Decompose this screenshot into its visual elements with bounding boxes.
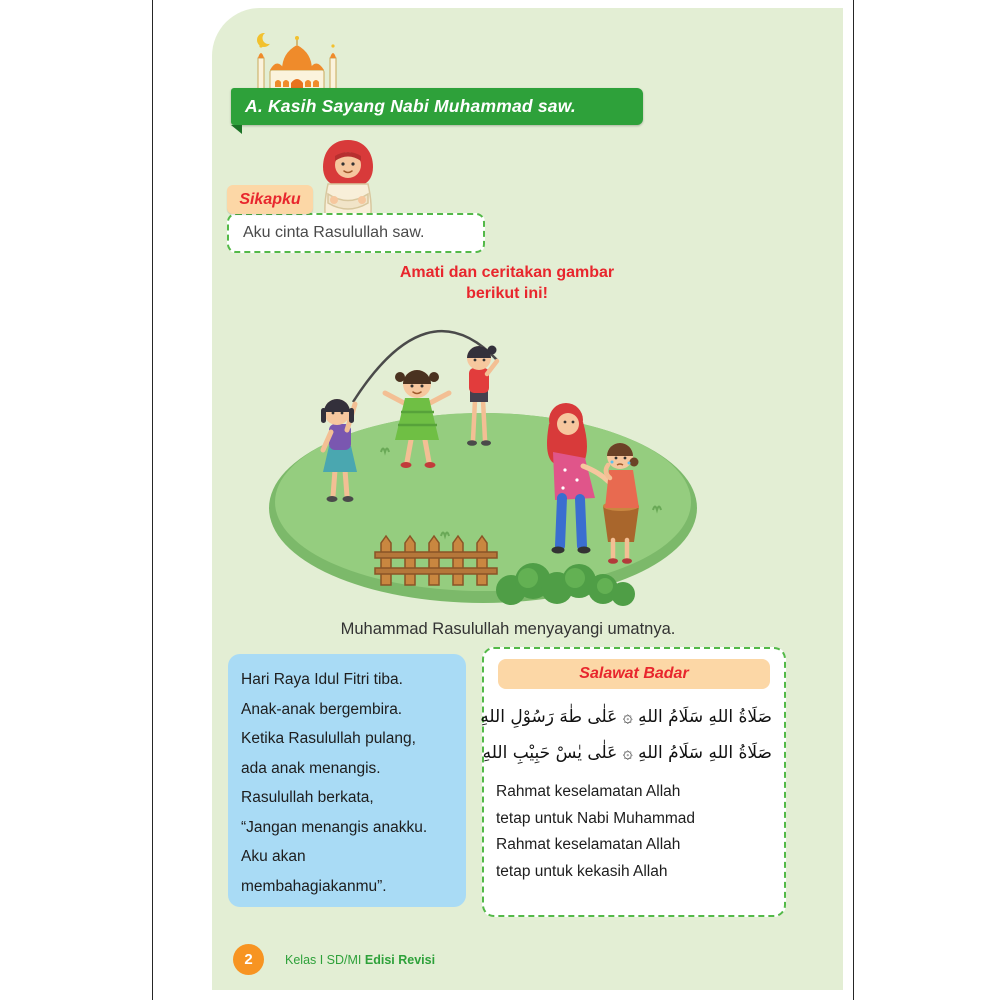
left-trim-line bbox=[152, 0, 153, 1000]
meaning-line: tetap untuk kekasih Allah bbox=[496, 862, 668, 880]
meaning-line: tetap untuk Nabi Muhammad bbox=[496, 809, 696, 827]
sikapku-label-text: Sikapku bbox=[239, 190, 301, 208]
story-line: “Jangan menangis anakku. bbox=[241, 818, 428, 836]
salawat-meaning bbox=[496, 779, 772, 885]
sikapku-label bbox=[227, 185, 313, 214]
story-line: ada anak menangis. bbox=[241, 759, 381, 777]
meaning-line: Rahmat keselamatan Allah bbox=[496, 836, 681, 853]
salawat-arabic-line-1: صَلَاةُ اللهِ سَلَامُ اللهِ ۞ عَلٰى طٰهَ رَسُوْلِ اللهِ bbox=[480, 707, 772, 727]
salawat-arabic-line-2: صَلَاةُ اللهِ سَلَامُ اللهِ ۞ عَلٰى يٰسْ حَبِيْبِ اللهِ bbox=[482, 743, 772, 763]
attitude-text: Aku cinta Rasulullah saw. bbox=[243, 224, 425, 241]
footer-class-label: Kelas I SD/MI bbox=[285, 953, 362, 967]
section-banner bbox=[231, 88, 643, 125]
playground-illustration bbox=[265, 300, 710, 618]
section-title: A. Kasih Sayang Nabi Muhammad saw. bbox=[245, 96, 576, 116]
story-box bbox=[228, 654, 466, 907]
salawat-title-text: Salawat Badar bbox=[579, 665, 689, 682]
story-line: Anak-anak bergembira. bbox=[241, 700, 403, 718]
story-line: Ketika Rasulullah pulang, bbox=[241, 730, 416, 747]
story-line: membahagiakanmu”. bbox=[241, 877, 387, 895]
meaning-line: Rahmat keselamatan Allah bbox=[496, 783, 681, 800]
story-line: Hari Raya Idul Fitri tiba. bbox=[241, 671, 403, 688]
illustration-caption: Muhammad Rasulullah menyayangi umatnya. bbox=[340, 620, 676, 638]
story-line: Rasulullah berkata, bbox=[241, 789, 374, 806]
instruction-text bbox=[342, 262, 672, 304]
instruction-line-2: berikut ini! bbox=[466, 285, 548, 302]
instruction-line-1: Amati dan ceritakan gambar bbox=[399, 264, 615, 281]
attitude-box bbox=[227, 213, 485, 253]
right-trim-line bbox=[853, 0, 854, 1000]
story-line: Aku akan bbox=[241, 848, 306, 865]
footer-text bbox=[285, 953, 435, 967]
salawat-box bbox=[482, 647, 786, 917]
book-page bbox=[212, 8, 843, 990]
footer-edition-label: Edisi Revisi bbox=[364, 953, 436, 967]
salawat-title-bar bbox=[498, 659, 770, 689]
page-number-badge: 2 bbox=[233, 944, 264, 975]
